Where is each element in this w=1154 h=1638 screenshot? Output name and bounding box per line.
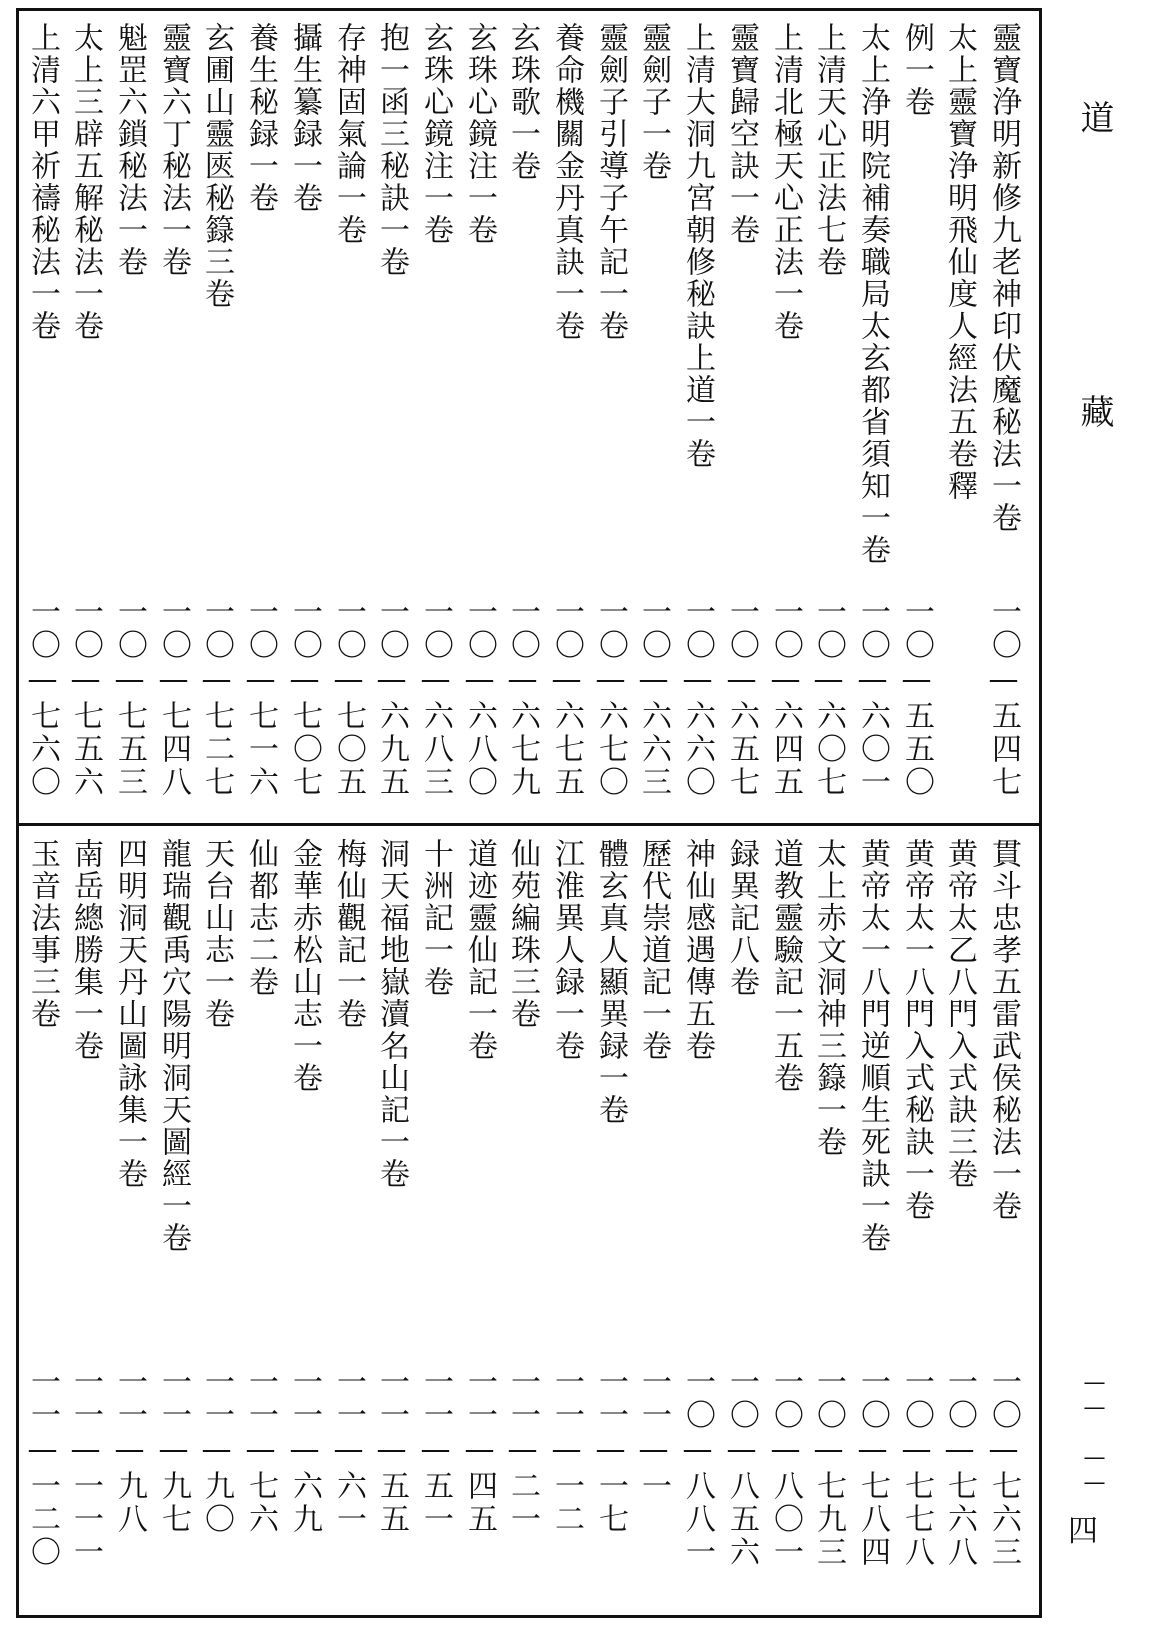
entry-page-ref: 一〇—八五六 [724,1366,759,1569]
entry-page-ref: 一〇—六四五 [768,596,803,799]
entry-title: 歷代崇道記一卷 [636,838,671,1062]
entry-title: 太上浄明院補奏職局太玄都省須知一卷 [855,22,890,566]
entry-page-ref: 一〇—六七九 [505,596,540,799]
entry-title: 存神固氣論一卷 [331,22,366,246]
entry-page-ref: 一一—六九 [287,1366,322,1536]
entry-page-ref: 一一—一二 [549,1366,584,1536]
entry-page-ref: 一〇—七六〇 [25,596,60,799]
entry-title: 例一卷 [899,22,934,118]
entry-title: 抱一函三秘訣一卷 [374,22,409,278]
entry-title: 上清六甲祈禱秘法一卷 [25,22,60,342]
entry-title: 仙苑編珠三卷 [505,838,540,1030]
entry-page-ref: 一〇—六九五 [374,596,409,799]
entry-page-ref: 一〇—五四七 [986,596,1021,799]
entry-page-ref: 一〇—七八四 [855,1366,890,1569]
entry-page-ref: 一〇—六七五 [549,596,584,799]
entry-page-ref: 一一—二一 [505,1366,540,1536]
entry-page-ref: 一〇—六〇七 [811,596,846,799]
entry-title: 貫斗忠孝五雷武侯秘法一卷 [986,838,1021,1222]
entry-title: 玄珠心鏡注一卷 [418,22,453,246]
entry-title: 靈寶浄明新修九老神印伏魔秘法一卷 [986,22,1021,534]
entry-page-ref: 一一—一 [636,1366,671,1503]
entry-page-ref: 一〇—七〇七 [287,596,322,799]
entry-page-ref: 一一—九〇 [199,1366,234,1536]
entry-page-ref: 一〇—七五六 [68,596,103,799]
entry-title: 十洲記一卷 [418,838,453,998]
entry-title: 靈寶六丁秘法一卷 [156,22,191,278]
entry-page-ref: 一一—五一 [418,1366,453,1536]
entry-title: 玄珠心鏡注一卷 [462,22,497,246]
entry-page-ref: 一一—一二〇 [25,1366,60,1569]
entry-title: 洞天福地嶽瀆名山記一卷 [374,838,409,1190]
entry-title: 四明洞天丹山圖詠集一卷 [112,838,147,1190]
entry-page-ref: 一〇—六六〇 [680,596,715,799]
entry-title: 仙都志二卷 [243,838,278,998]
entry-title: 天台山志一卷 [199,838,234,1030]
entry-page-ref: 一一—一一一 [68,1366,103,1569]
entry-title: 録異記八卷 [724,838,759,998]
entry-page-ref: 一一—七六 [243,1366,278,1536]
entry-title: 神仙感遇傳五卷 [680,838,715,1062]
entry-page-ref: 一〇—七七八 [899,1366,934,1569]
entry-title: 靈劍子引導子午記一卷 [593,22,628,342]
entry-page-ref: 一〇—六五七 [724,596,759,799]
entry-title: 玄圃山靈匧秘籙三卷 [199,22,234,310]
entry-title: 玉音法事三卷 [25,838,60,1030]
entry-title: 靈劍子一卷 [636,22,671,182]
entry-page-ref: 一〇—七一六 [243,596,278,799]
entry-title: 攝生纂録一卷 [287,22,322,214]
entry-title: 江淮異人録一卷 [549,838,584,1062]
entry-title: 上清大洞九宮朝修秘訣上道一卷 [680,22,715,470]
entry-page-ref: 一〇—六七〇 [593,596,628,799]
section-divider-line [16,823,1042,826]
entry-page-ref: 一一—九七 [156,1366,191,1536]
entry-page-ref: 一一—四五 [462,1366,497,1536]
entry-page-ref: 一〇—七六八 [942,1366,977,1569]
entry-title: 太上赤文洞神三籙一卷 [811,838,846,1158]
entry-page-ref: 一〇—七五三 [112,596,147,799]
entry-page-ref: 一〇—八八一 [680,1366,715,1569]
entry-page-ref: 一〇—七〇五 [331,596,366,799]
entry-title: 龍瑞觀禹穴陽明洞天圖經一卷 [156,838,191,1254]
entry-page-ref: 一一—一七 [593,1366,628,1536]
entry-page-ref: 一〇—六〇一 [855,596,890,799]
entry-title: 道教靈驗記一五卷 [768,838,803,1094]
margin-dashes: —— —— [1082,1370,1107,1495]
entry-title: 玄珠歌一卷 [505,22,540,182]
entry-title: 金華赤松山志一卷 [287,838,322,1094]
entry-page-ref: 一〇—八〇一 [768,1366,803,1569]
entry-title: 南岳總勝集一卷 [68,838,103,1062]
entry-page-ref: 一〇—六六三 [636,596,671,799]
entry-title: 黄帝太乙八門入式訣三卷 [942,838,977,1190]
entry-page-ref: 一〇—七九三 [811,1366,846,1569]
entry-title: 體玄真人顯異録一卷 [593,838,628,1126]
entry-title: 魁罡六鎖秘法一卷 [112,22,147,278]
entry-page-ref: 一〇—七二七 [199,596,234,799]
entry-title: 梅仙觀記一卷 [331,838,366,1030]
entry-page-ref: 一〇—六八三 [418,596,453,799]
page-number: 四 [1068,1514,1098,1549]
entry-page-ref: 一〇—五五〇 [899,596,934,799]
entry-page-ref: 一一—六一 [331,1366,366,1536]
entry-title: 養生秘録一卷 [243,22,278,214]
entry-page-ref: 一一—九八 [112,1366,147,1536]
entry-title: 靈寶歸空訣一卷 [724,22,759,246]
entry-title: 道迹靈仙記一卷 [462,838,497,1062]
entry-title: 太上三辟五解秘法一卷 [68,22,103,342]
entry-page-ref: 一〇—七六三 [986,1366,1021,1569]
entry-title: 太上靈寶浄明飛仙度人經法五卷釋 [942,22,977,502]
entry-page-ref: 一一—五五 [374,1366,409,1536]
entry-page-ref: 一〇—七四八 [156,596,191,799]
entry-title: 黄帝太一八門入式秘訣一卷 [899,838,934,1222]
margin-title: 道 藏 [1074,100,1114,538]
entry-page-ref: 一〇—六八〇 [462,596,497,799]
entry-title: 養命機關金丹真訣一卷 [549,22,584,342]
entry-title: 上清北極天心正法一卷 [768,22,803,342]
entry-title: 黄帝太一八門逆順生死訣一卷 [855,838,890,1254]
entry-title: 上清天心正法七卷 [811,22,846,278]
